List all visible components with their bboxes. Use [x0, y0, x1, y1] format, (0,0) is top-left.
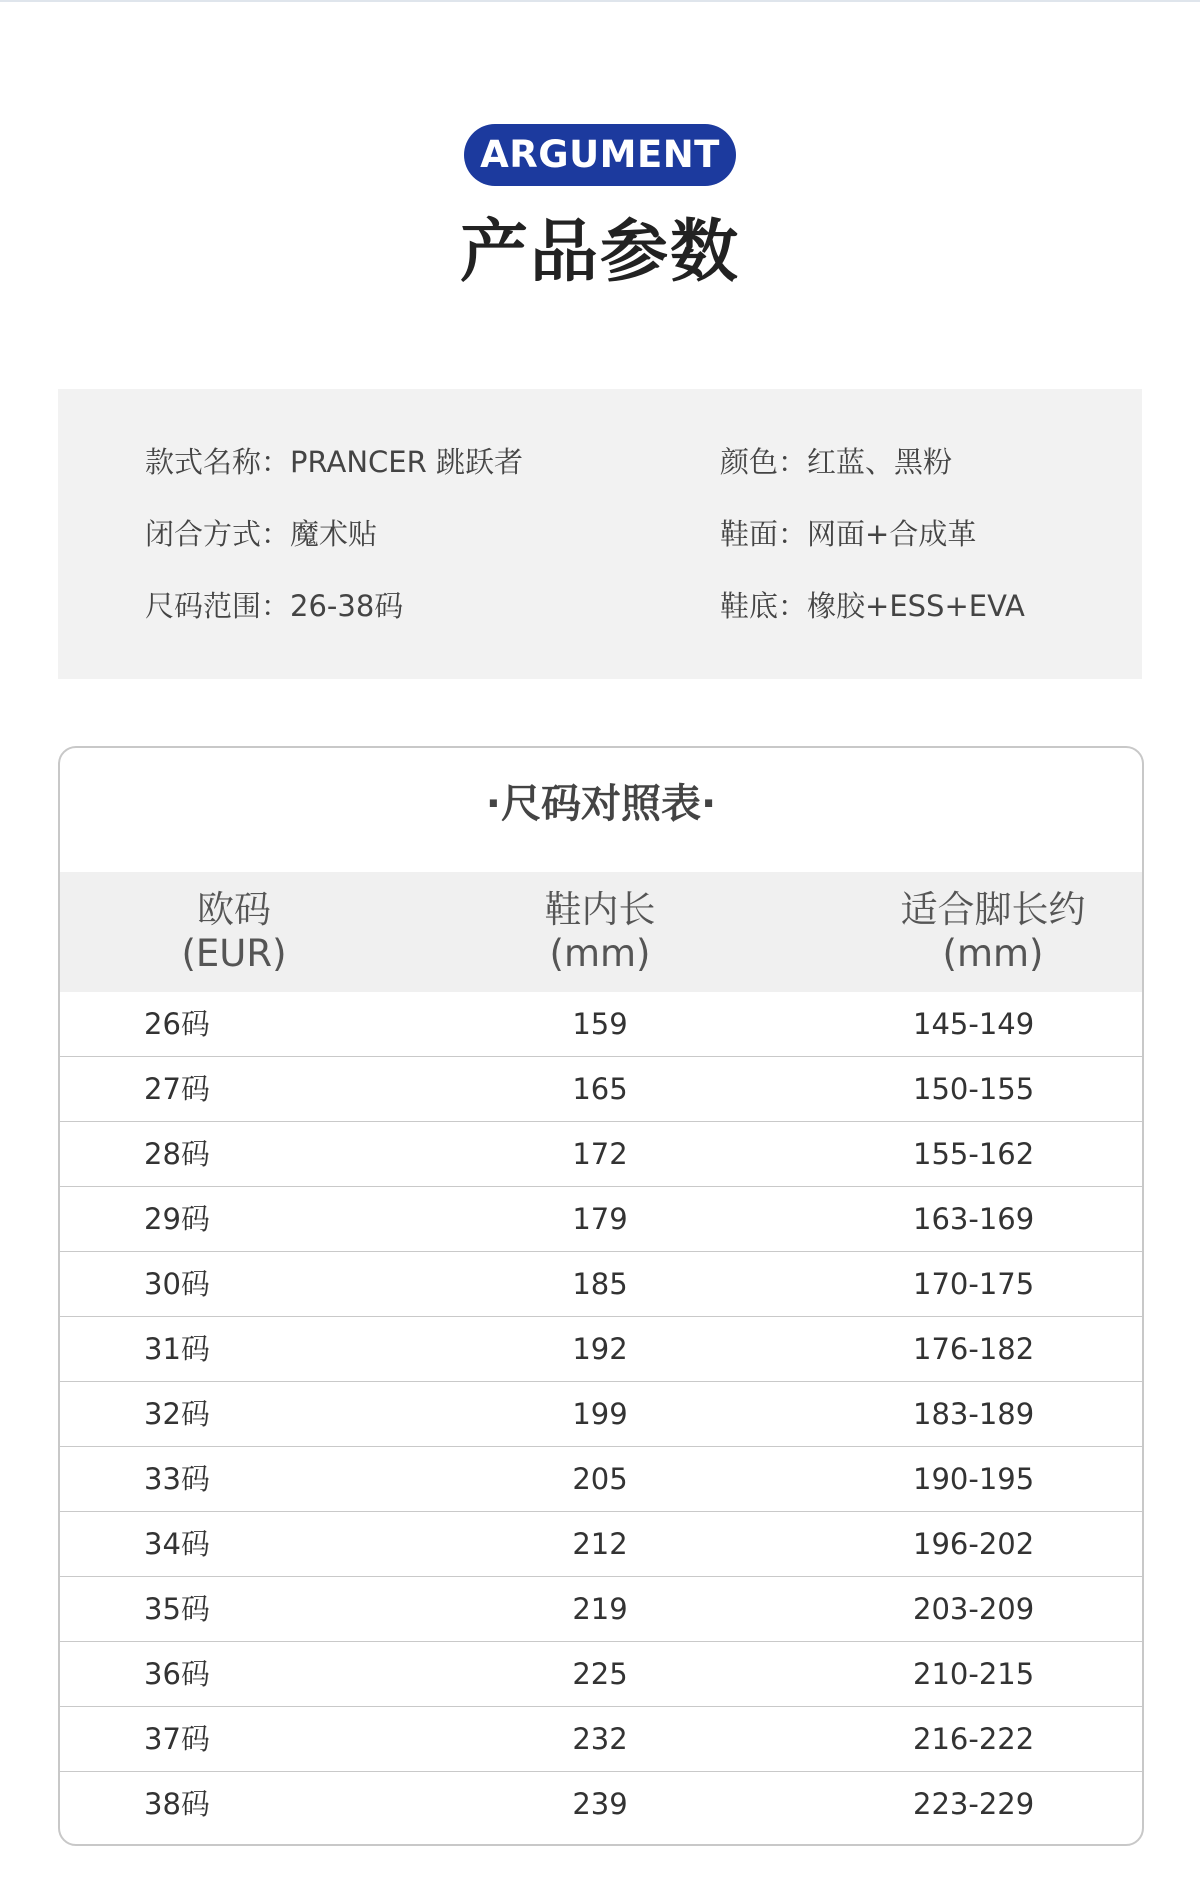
spec-size-range	[145, 586, 403, 626]
header-eur	[58, 888, 414, 976]
cell-foot-length: 155-162	[913, 1137, 1035, 1171]
cell-eur: 26码	[144, 1007, 210, 1041]
size-chart-title: ·尺码对照表·	[485, 781, 717, 827]
cell-eur: 33码	[144, 1462, 210, 1496]
cell-foot-length: 203-209	[913, 1592, 1035, 1626]
cell-inner-length: 199	[572, 1397, 628, 1431]
cell-inner-length: 179	[572, 1202, 628, 1236]
cell-inner-length: 185	[572, 1267, 628, 1301]
header-line: 适合脚长约	[900, 888, 1086, 931]
cell-eur: 35码	[144, 1592, 210, 1626]
header-line: (mm)	[549, 932, 651, 975]
table-row	[60, 1057, 1142, 1122]
header-line: 鞋内长	[544, 888, 656, 931]
table-row	[60, 1317, 1142, 1382]
spec-value: 红蓝、黑粉	[807, 445, 953, 479]
table-row	[60, 1772, 1142, 1837]
header-foot-length	[813, 888, 1144, 976]
cell-eur: 27码	[144, 1072, 210, 1106]
cell-eur: 29码	[144, 1202, 210, 1236]
table-row	[60, 1577, 1142, 1642]
size-table-header	[60, 872, 1142, 992]
table-row	[60, 1512, 1142, 1577]
cell-eur: 28码	[144, 1137, 210, 1171]
spec-color	[720, 442, 952, 482]
cell-inner-length: 212	[572, 1527, 628, 1561]
size-table-body	[60, 992, 1142, 1837]
page-title: 产品参数	[459, 213, 740, 292]
cell-eur: 32码	[144, 1397, 210, 1431]
table-row	[60, 1707, 1142, 1772]
spec-label: 尺码范围：	[145, 589, 291, 623]
spec-value: PRANCER 跳跃者	[290, 445, 523, 479]
cell-foot-length: 216-222	[913, 1722, 1035, 1756]
spec-value: 橡胶+ESS+EVA	[807, 589, 1025, 623]
spec-value: 26-38码	[290, 589, 404, 623]
table-row	[60, 1382, 1142, 1447]
spec-closure	[145, 514, 377, 554]
cell-eur: 31码	[144, 1332, 210, 1366]
product-specs-panel	[58, 389, 1142, 679]
cell-foot-length: 223-229	[913, 1787, 1035, 1821]
cell-inner-length: 219	[572, 1592, 628, 1626]
cell-eur: 30码	[144, 1267, 210, 1301]
spec-sole	[720, 586, 1025, 626]
table-row	[60, 1252, 1142, 1317]
cell-eur: 34码	[144, 1527, 210, 1561]
cell-foot-length: 196-202	[913, 1527, 1035, 1561]
cell-eur: 38码	[144, 1787, 210, 1821]
header-inner-length	[420, 888, 780, 976]
cell-inner-length: 239	[572, 1787, 628, 1821]
cell-inner-length: 165	[572, 1072, 628, 1106]
header-line: (mm)	[942, 932, 1044, 975]
spec-label: 鞋底：	[720, 589, 808, 623]
cell-inner-length: 172	[572, 1137, 628, 1171]
cell-inner-length: 232	[572, 1722, 628, 1756]
size-chart-card	[58, 746, 1144, 1846]
spec-label: 颜色：	[720, 445, 808, 479]
cell-inner-length: 192	[572, 1332, 628, 1366]
cell-inner-length: 205	[572, 1462, 628, 1496]
cell-foot-length: 163-169	[913, 1202, 1035, 1236]
cell-foot-length: 210-215	[913, 1657, 1035, 1691]
spec-label: 闭合方式：	[145, 517, 291, 551]
spec-value: 网面+合成革	[807, 517, 977, 551]
cell-eur: 37码	[144, 1722, 210, 1756]
top-divider	[0, 0, 1200, 2]
cell-foot-length: 150-155	[913, 1072, 1035, 1106]
table-row	[60, 1642, 1142, 1707]
table-row	[60, 1187, 1142, 1252]
spec-upper	[720, 514, 976, 554]
spec-value: 魔术贴	[290, 517, 378, 551]
cell-foot-length: 176-182	[913, 1332, 1035, 1366]
header-line: (EUR)	[181, 932, 287, 975]
cell-foot-length: 183-189	[913, 1397, 1035, 1431]
cell-inner-length: 159	[572, 1007, 628, 1041]
cell-foot-length: 170-175	[913, 1267, 1035, 1301]
spec-label: 款式名称：	[145, 445, 291, 479]
cell-inner-length: 225	[572, 1657, 628, 1691]
cell-foot-length: 145-149	[913, 1007, 1035, 1041]
spec-label: 鞋面：	[720, 517, 808, 551]
cell-foot-length: 190-195	[913, 1462, 1035, 1496]
table-row	[60, 992, 1142, 1057]
table-row	[60, 1447, 1142, 1512]
argument-badge: ARGUMENT	[464, 124, 736, 186]
header-line: 欧码	[197, 888, 271, 931]
spec-style-name	[145, 442, 523, 482]
table-row	[60, 1122, 1142, 1187]
cell-eur: 36码	[144, 1657, 210, 1691]
